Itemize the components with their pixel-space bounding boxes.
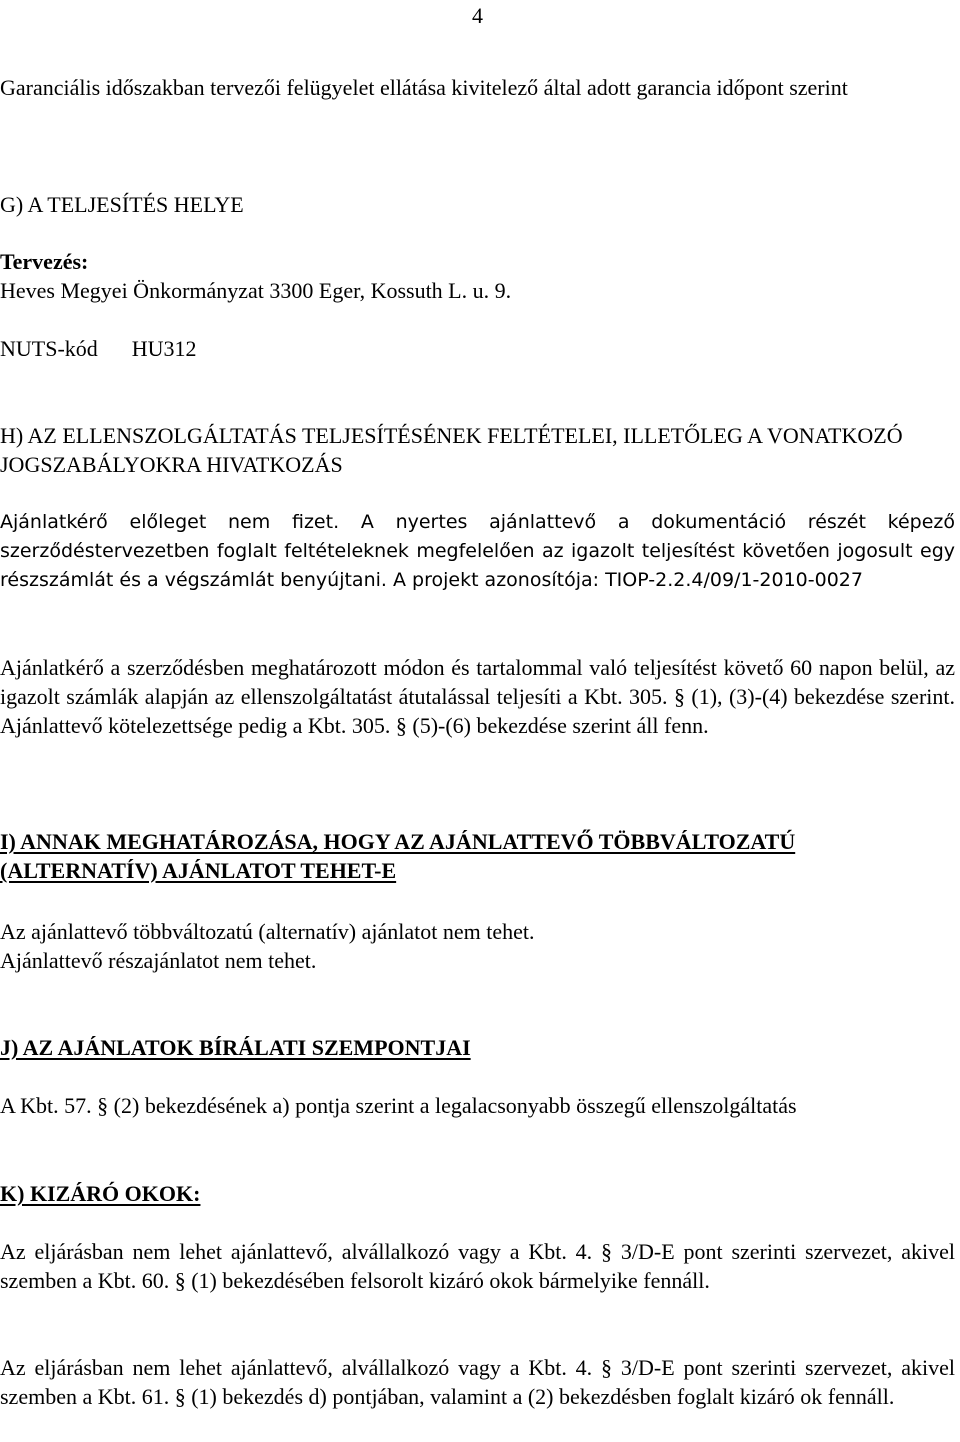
section-g-heading: G) A TELJESÍTÉS HELYE [0,192,244,217]
section-j-heading: J) AZ AJÁNLATOK BÍRÁLATI SZEMPONTJAI [0,1035,471,1060]
section-k-paragraph-2: Az eljárásban nem lehet ajánlattevő, alvállalkozó vagy a Kbt. 4. § 3/D-E pont szerinti szervezet, akivel szemben a Kbt. 61. § (1) bekezdés d) pontjában, valamint a (2) bekezdésben foglalt kizáró ok fennáll. [0,1355,955,1409]
nuts-label: NUTS-kód [0,336,98,361]
section-i-line-1: Az ajánlattevő többváltozatú (alternatív) ajánlatot nem tehet. [0,919,535,944]
section-g-address: Heves Megyei Önkormányzat 3300 Eger, Kossuth L. u. 9. [0,278,512,303]
section-k-heading: K) KIZÁRÓ OKOK: [0,1181,201,1206]
section-i-heading: I) ANNAK MEGHATÁROZÁSA, HOGY AZ AJÁNLATTEVŐ TÖBBVÁLTOZATÚ (ALTERNATÍV) AJÁNLATOT TEHET-E [0,829,796,883]
warranty-paragraph: Garanciális időszakban tervezői felügyelet ellátása kivitelező által adott garancia időpont szerint [0,75,848,100]
page-number: 4 [472,3,483,28]
section-h-heading: H) AZ ELLENSZOLGÁLTATÁS TELJESÍTÉSÉNEK FELTÉTELEI, ILLETŐLEG A VONATKOZÓ JOGSZABÁLYOKRA HIVATKOZÁS [0,423,903,477]
nuts-row [0,334,955,363]
section-k-paragraph-1: Az eljárásban nem lehet ajánlattevő, alvállalkozó vagy a Kbt. 4. § 3/D-E pont szerinti szervezet, akivel szemben a Kbt. 60. § (1) bekezdésében felsorolt kizáró okok bármelyike fennáll. [0,1239,955,1293]
section-h-paragraph-2: Ajánlatkérő a szerződésben meghatározott módon és tartalommal való teljesítést követő 60 napon belül, az igazolt számlák alapján az ellenszolgáltatást átutalással teljesíti a Kbt. 305. § (1), (3)-(4) bekezdése szerint. Ajánlattevő kötelezettsége pedig a Kbt. 305. § (5)-(6) bekezdése szerint áll fenn. [0,655,955,738]
section-g-subheading: Tervezés: [0,249,89,274]
nuts-value: HU312 [131,336,197,361]
section-i-line-2: Ajánlattevő részajánlatot nem tehet. [0,948,317,973]
section-j-text: A Kbt. 57. § (2) bekezdésének a) pontja szerint a legalacsonyabb összegű ellenszolgáltatás [0,1093,797,1118]
section-h-paragraph-1: Ajánlatkérő előleget nem fizet. A nyertes ajánlattevő a dokumentáció részét képező szerződéstervezetben foglalt feltételeknek megfelelően az igazolt teljesítést követően jogosult egy részszámlát és a végszámlát benyújtani. A projekt azonosítója: TIOP-2.2.4/09/1-2010-0027 [0,511,955,591]
